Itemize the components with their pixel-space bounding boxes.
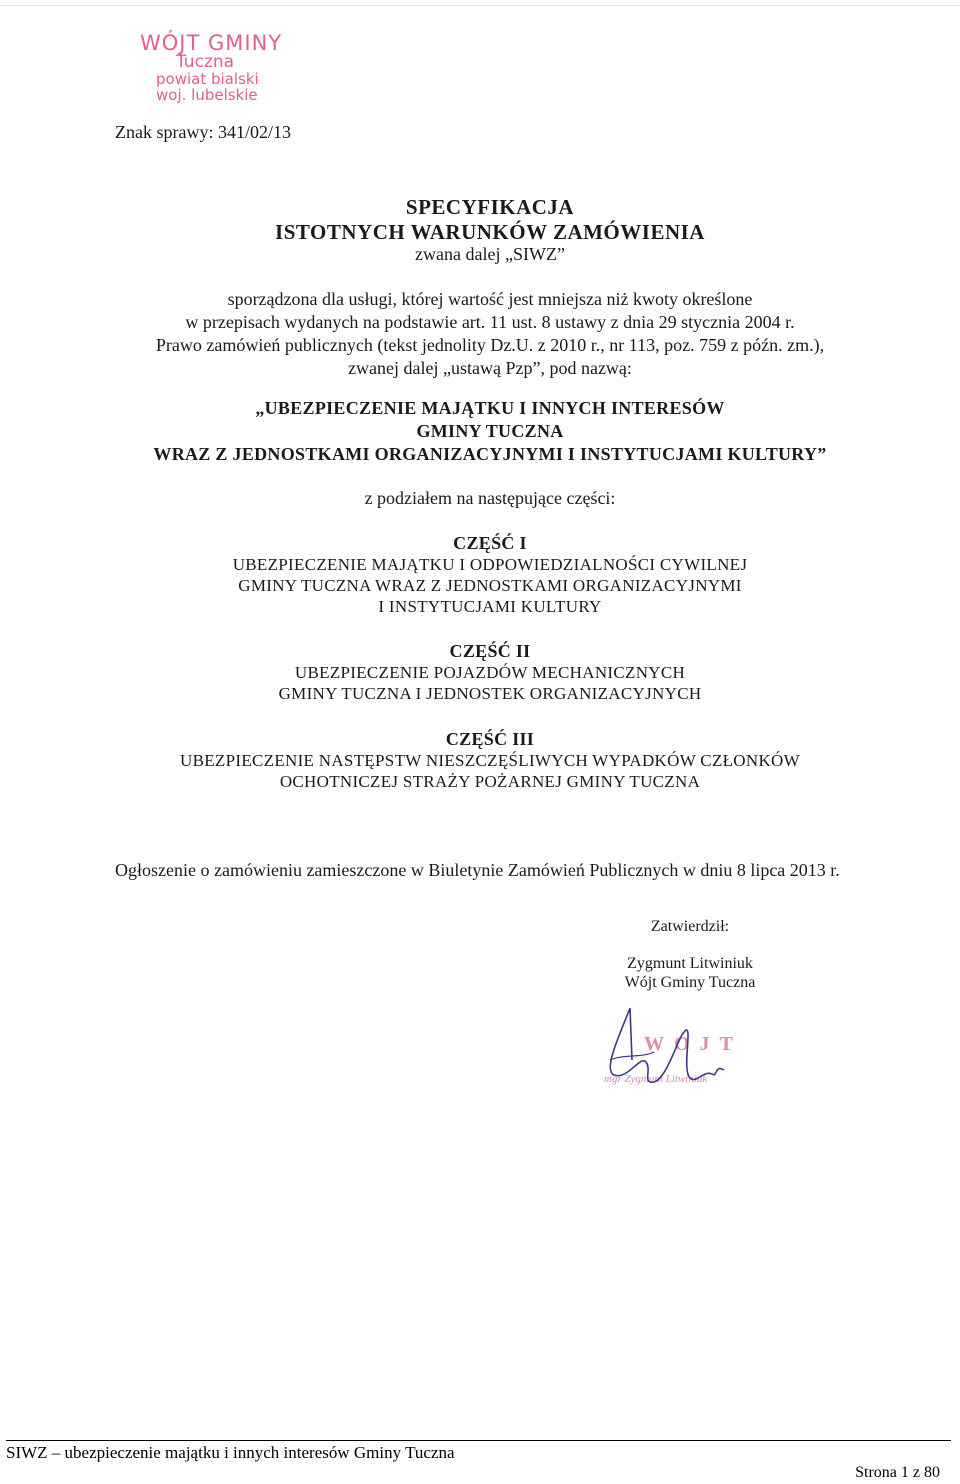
part-2-heading: CZĘŚĆ II	[449, 641, 531, 661]
office-stamp	[140, 32, 282, 103]
part-1-heading: CZĘŚĆ I	[453, 533, 527, 553]
approver-role: Wójt Gminy Tuczna	[624, 974, 756, 991]
part-1-line-1: UBEZPIECZENIE MAJĄTKU I ODPOWIEDZIALNOŚCI CYWILNEJ	[232, 555, 748, 574]
footer-title: SIWZ – ubezpieczenie majątku i innych interesów Gminy Tuczna	[6, 1443, 455, 1462]
stamp-line-4: woj. lubelskie	[156, 85, 258, 104]
part-2-line-2: GMINY TUCZNA I JEDNOSTEK ORGANIZACYJNYCH	[278, 684, 702, 703]
part-1-line-3: I INSTYTUCJAMI KULTURY	[378, 597, 602, 616]
approver-name: Zygmunt Litwiniuk	[627, 955, 753, 972]
part-1-line-2: GMINY TUCZNA WRAZ Z JEDNOSTKAMI ORGANIZACYJNYMI	[238, 576, 742, 595]
intro-line-1: sporządzona dla usługi, której wartość jest mniejsza niż kwoty określone	[227, 289, 753, 309]
stamp-line-3: powiat bialski	[156, 69, 259, 88]
announcement-text: Ogłoszenie o zamówieniu zamieszczone w Biuletynie Zamówień Publicznych w dniu 8 lipca 2013 r.	[115, 860, 840, 880]
scan-edge-line	[0, 5, 960, 6]
doc-title-line-3: zwana dalej „SIWZ”	[415, 244, 565, 264]
part-3-heading: CZĘŚĆ III	[445, 729, 535, 749]
doc-title-line-2: ISTOTNYCH WARUNKÓW ZAMÓWIENIA	[275, 220, 705, 244]
case-reference: Znak sprawy: 341/02/13	[115, 122, 291, 142]
signature-with-stamp	[582, 1000, 772, 1100]
footer-rule	[6, 1440, 951, 1441]
contract-name-line-2: GMINY TUCZNA	[416, 421, 564, 441]
signature-stamp-line-2: mgr Zygmunt Litwiniuk	[604, 1073, 708, 1085]
doc-title-line-1: SPECYFIKACJA	[405, 195, 575, 219]
stamp-line-2: Tuczna	[176, 52, 235, 73]
intro-line-4: zwanej dalej „ustawą Pzp”, pod nazwą:	[348, 358, 632, 378]
page-number: Strona 1 z 80	[855, 1464, 940, 1481]
part-3-line-1: UBEZPIECZENIE NASTĘPSTW NIESZCZĘŚLIWYCH WYPADKÓW CZŁONKÓW	[180, 751, 800, 770]
signature-stamp-line-1: WÓJT	[644, 1033, 743, 1055]
division-intro: z podziałem na następujące części:	[364, 488, 616, 508]
part-2-line-1: UBEZPIECZENIE POJAZDÓW MECHANICZNYCH	[294, 663, 686, 682]
contract-name-line-1: „UBEZPIECZENIE MAJĄTKU I INNYCH INTERESÓW	[255, 398, 725, 418]
stamp-line-1: WÓJT GMINY	[140, 31, 283, 55]
contract-name-line-3: WRAZ Z JEDNOSTKAMI ORGANIZACYJNYMI I INSTYTUCJAMI KULTURY”	[153, 444, 827, 464]
intro-line-3: Prawo zamówień publicznych (tekst jednolity Dz.U. z 2010 r., nr 113, poz. 759 z późn. zm.),	[155, 335, 825, 355]
intro-line-2: w przepisach wydanych na podstawie art. 11 ust. 8 ustawy z dnia 29 stycznia 2004 r.	[185, 312, 795, 332]
approval-label: Zatwierdził:	[650, 918, 730, 935]
signature-graphic	[582, 1000, 772, 1100]
part-3-line-2: OCHOTNICZEJ STRAŻY POŻARNEJ GMINY TUCZNA	[279, 772, 701, 791]
